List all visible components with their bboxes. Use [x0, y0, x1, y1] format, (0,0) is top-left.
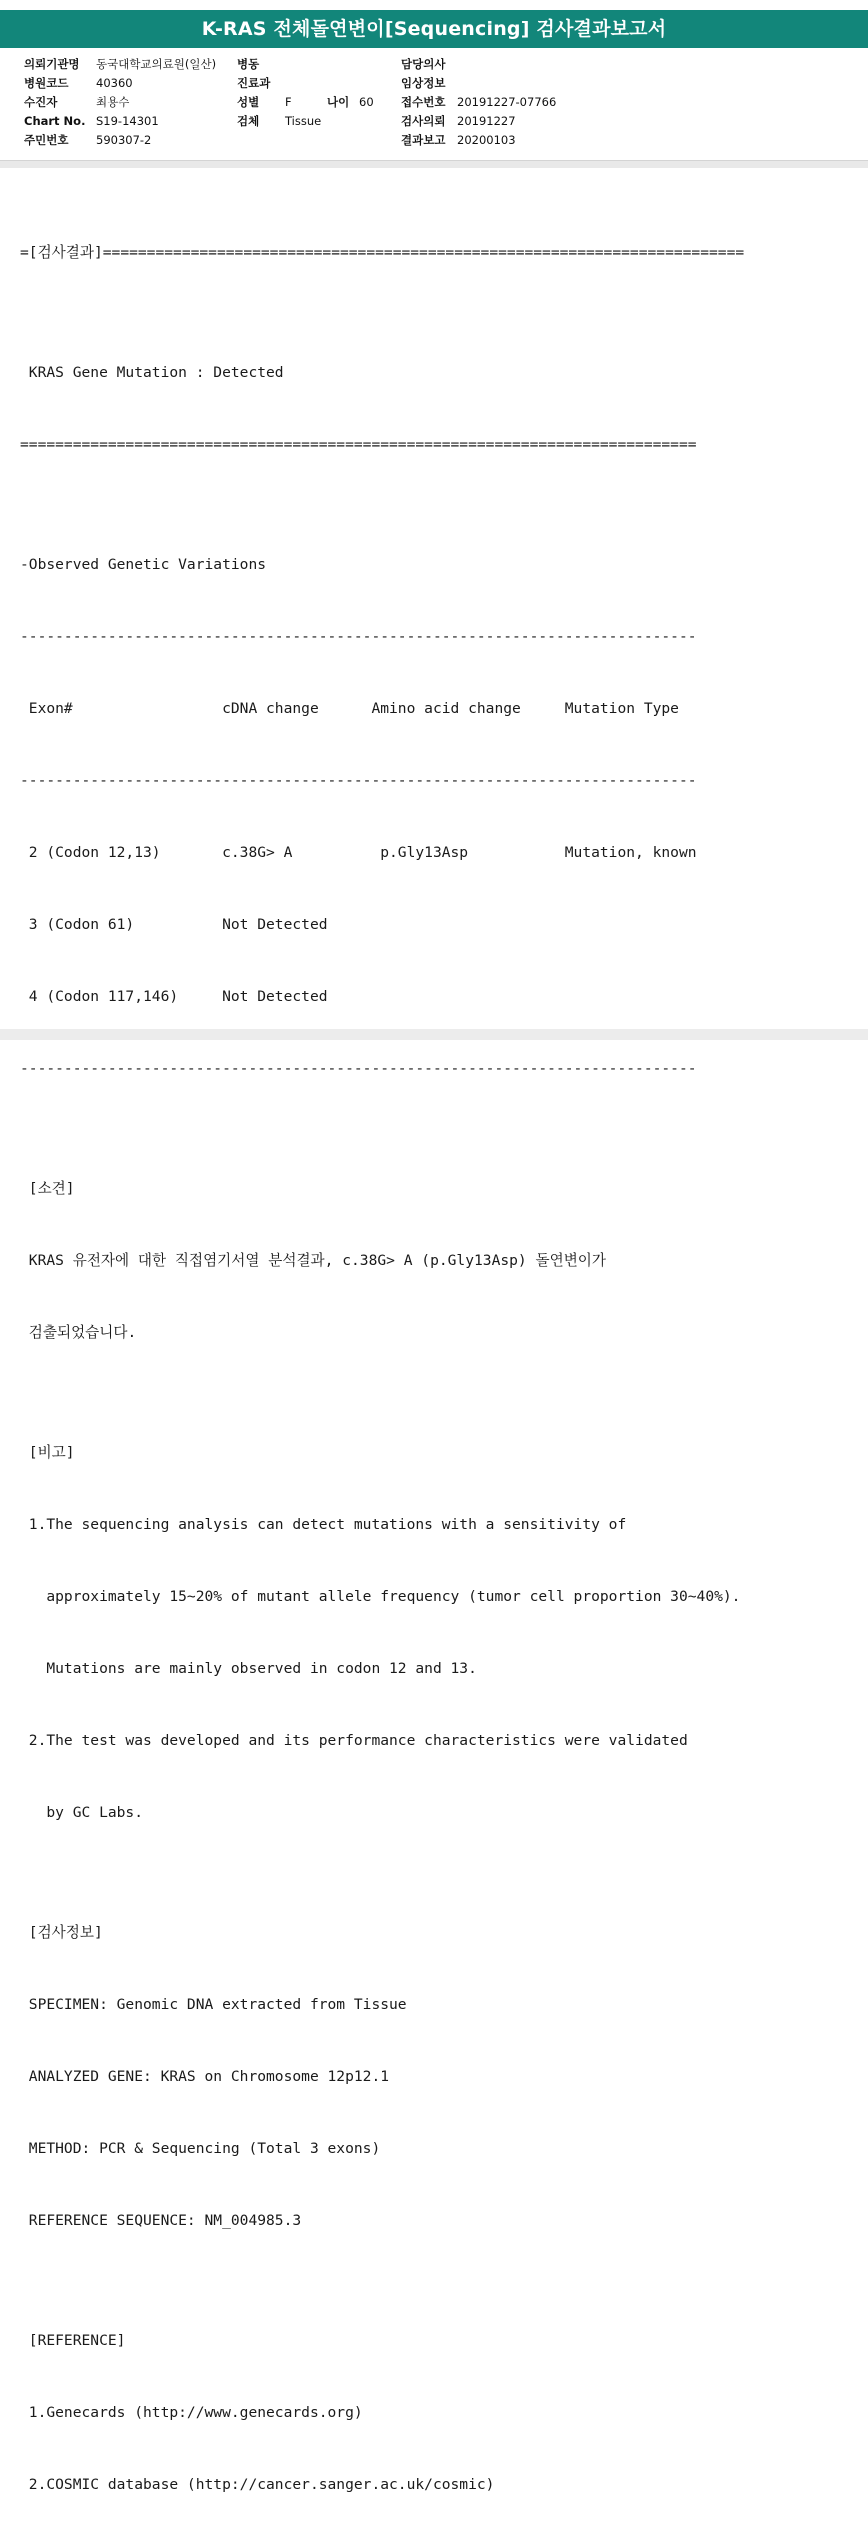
- request-date-label: 검사의뢰: [401, 114, 446, 128]
- report-line: [검사정보]: [20, 1924, 103, 1941]
- institution-value: 동국대학교의료원(일산): [96, 57, 217, 71]
- accession-no-label: 접수번호: [401, 95, 446, 109]
- ward-label: 병동: [237, 57, 260, 71]
- bottom-band: [0, 1029, 868, 1040]
- patient-info-column-1: [24, 55, 216, 150]
- report-line: METHOD: PCR & Sequencing (Total 3 exons): [20, 2140, 381, 2157]
- sex-value: F: [285, 95, 292, 109]
- age-value: 60: [359, 95, 374, 109]
- report-line: -----------------------------------------------------------------------------: [20, 772, 697, 789]
- department-label: 진료과: [237, 76, 271, 90]
- report-title: K-RAS 전체돌연변이[Sequencing] 검사결과보고서: [0, 10, 868, 48]
- info-row-accession-no: [401, 93, 556, 112]
- request-date-value: 20191227: [457, 114, 516, 128]
- info-row-patient: [24, 93, 216, 112]
- report-date-value: 20200103: [457, 133, 516, 147]
- clinical-info-label: 임상정보: [401, 76, 446, 90]
- hospital-code-value: 40360: [96, 76, 133, 90]
- info-row-ward: [237, 55, 374, 74]
- report-line: by GC Labs.: [20, 1804, 144, 1821]
- specimen-value: Tissue: [285, 114, 322, 128]
- chart-no-label: Chart No.: [24, 114, 86, 128]
- report-line: ANALYZED GENE: KRAS on Chromosome 12p12.1: [20, 2068, 390, 2085]
- info-row-department: [237, 74, 374, 93]
- info-row-resident-no: [24, 131, 216, 150]
- report-line: 4 (Codon 117,146) Not Detected: [20, 988, 328, 1005]
- report-line: 3 (Codon 61) Not Detected: [20, 916, 328, 933]
- resident-no-value: 590307-2: [96, 133, 152, 147]
- info-row-clinical-info: [401, 74, 556, 93]
- report-line: =[검사결과]=========================================================================: [20, 244, 745, 261]
- report-line: SPECIMEN: Genomic DNA extracted from Tissue: [20, 1996, 407, 2013]
- report-line: 2.COSMIC database (http://cancer.sanger.ac.uk/cosmic): [20, 2476, 495, 2493]
- sex-label: 성별: [237, 95, 260, 109]
- report-line: KRAS Gene Mutation : Detected: [20, 364, 284, 381]
- accession-no-value: 20191227-07766: [457, 95, 557, 109]
- specimen-label: 검체: [237, 114, 260, 128]
- report-line: [REFERENCE]: [20, 2332, 126, 2349]
- info-row-hospital-code: [24, 74, 216, 93]
- info-row-sex-age: [237, 93, 374, 112]
- report-line: approximately 15~20% of mutant allele frequency (tumor cell proportion 30~40%).: [20, 1588, 741, 1605]
- patient-name-value: 최용수: [96, 95, 130, 109]
- report-line: [비고]: [20, 1444, 75, 1461]
- report-line: Exon# cDNA change Amino acid change Mutation Type: [20, 700, 679, 717]
- report-line: -----------------------------------------------------------------------------: [20, 628, 697, 645]
- chart-no-value: S19-14301: [96, 114, 159, 128]
- doctor-label: 담당의사: [401, 57, 446, 71]
- report-line: [소견]: [20, 1180, 75, 1197]
- institution-label: 의뢰기관명: [24, 57, 80, 71]
- report-line: 검출되었습니다.: [20, 1324, 137, 1341]
- report-line: 2 (Codon 12,13) c.38G> A p.Gly13Asp Mutation, known: [20, 844, 697, 861]
- info-row-report-date: [401, 131, 556, 150]
- report-line: 2.The test was developed and its performance characteristics were validated: [20, 1732, 688, 1749]
- report-line: REFERENCE SEQUENCE: NM_004985.3: [20, 2212, 302, 2229]
- info-row-specimen: [237, 112, 374, 131]
- report-date-label: 결과보고: [401, 133, 446, 147]
- resident-no-label: 주민번호: [24, 133, 69, 147]
- report-line: KRAS 유전자에 대한 직접염기서열 분석결과, c.38G> A (p.Gly13Asp) 돌연변이가: [20, 1252, 606, 1269]
- report-line: Mutations are mainly observed in codon 12 and 13.: [20, 1660, 477, 1677]
- header-divider: [0, 160, 868, 168]
- report-line: 1.Genecards (http://www.genecards.org): [20, 2404, 363, 2421]
- report-line: =============================================================================: [20, 436, 697, 453]
- info-row-doctor: [401, 55, 556, 74]
- info-row-chart-no: [24, 112, 216, 131]
- info-row-institution: [24, 55, 216, 74]
- patient-info-column-2: [237, 55, 374, 131]
- info-row-request-date: [401, 112, 556, 131]
- report-line: 1.The sequencing analysis can detect mutations with a sensitivity of: [20, 1516, 627, 1533]
- age-label: 나이: [327, 95, 350, 109]
- report-line: -Observed Genetic Variations: [20, 556, 267, 573]
- report-body: [20, 193, 744, 2521]
- report-line: -----------------------------------------------------------------------------: [20, 1060, 697, 1077]
- hospital-code-label: 병원코드: [24, 76, 69, 90]
- patient-name-label: 수진자: [24, 95, 58, 109]
- patient-info-column-3: [401, 55, 556, 150]
